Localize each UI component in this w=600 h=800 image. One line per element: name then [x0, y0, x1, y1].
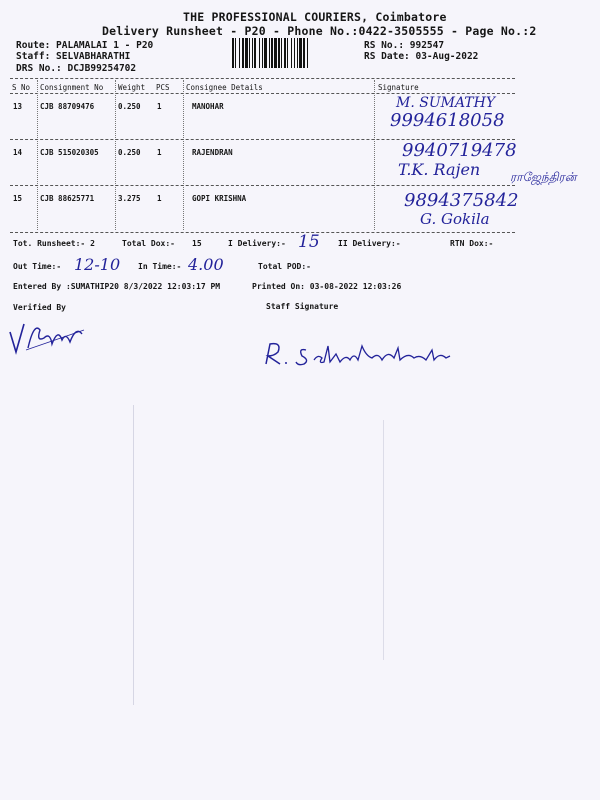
- handwritten-signature: M. SUMATHY: [396, 95, 496, 111]
- total-dox-value: 15: [192, 239, 202, 248]
- rs-number: RS No.: 992547: [364, 40, 445, 51]
- staff: Staff: SELVABHARATHI: [16, 51, 131, 62]
- row-weight: 0.250: [118, 148, 141, 157]
- col-header-consignee: Consignee Details: [186, 83, 263, 92]
- staff-signature-image: [262, 338, 462, 370]
- row-pcs: 1: [157, 194, 162, 203]
- handwritten-phone: 9894375842: [404, 190, 519, 211]
- handwritten-signature: G. Gokila: [420, 210, 490, 228]
- verified-by-signature: [6, 318, 98, 358]
- in-time-value: 4.00: [188, 255, 224, 274]
- col-header-sno: S No: [12, 83, 31, 92]
- row-pcs: 1: [157, 102, 162, 111]
- i-delivery-label: I Delivery:-: [228, 239, 286, 248]
- row-pcs: 1: [157, 148, 162, 157]
- handwritten-signature: T.K. Rajen: [398, 160, 481, 179]
- col-header-weight: Weight: [118, 83, 146, 92]
- printed-on: Printed On: 03-08-2022 12:03:26: [252, 282, 402, 291]
- handwritten-tamil-signature: ராஜேந்திரன்: [510, 170, 577, 184]
- col-header-pcs: PCS: [156, 83, 170, 92]
- row-sno: 13: [13, 102, 23, 111]
- row-sno: 14: [13, 148, 23, 157]
- barcode-image: [232, 38, 356, 68]
- runsheet-subtitle: Delivery Runsheet - P20 - Phone No.:0422-3505555 - Page No.:2: [102, 24, 537, 38]
- column-line: [115, 80, 116, 230]
- handwritten-phone: 9994618058: [390, 110, 505, 131]
- column-line: [183, 80, 184, 230]
- in-time-label: In Time:-: [138, 262, 182, 271]
- divider: [10, 93, 515, 94]
- divider: [10, 185, 515, 186]
- column-line: [374, 80, 375, 230]
- tot-runsheet: Tot. Runsheet:- 2: [13, 239, 95, 248]
- row-weight: 0.250: [118, 102, 141, 111]
- row-weight: 3.275: [118, 194, 141, 203]
- entered-by: Entered By :SUMATHIP20 8/3/2022 12:03:17 PM: [13, 282, 221, 291]
- col-header-consignment: Consignment No: [40, 83, 104, 92]
- i-delivery-value: 15: [298, 232, 320, 252]
- rs-date: RS Date: 03-Aug-2022: [364, 51, 479, 62]
- row-consignment: CJB 88625771: [40, 194, 95, 203]
- row-consignment: CJB 515020305: [40, 148, 99, 157]
- row-sno: 15: [13, 194, 23, 203]
- verified-by-label: Verified By: [13, 303, 66, 312]
- out-time-label: Out Time:-: [13, 262, 62, 271]
- column-line: [37, 80, 38, 230]
- handwritten-phone: 9940719478: [402, 140, 517, 161]
- route: Route: PALAMALAI 1 - P20: [16, 40, 154, 51]
- row-consignee: MANOHAR: [192, 102, 224, 111]
- company-title: THE PROFESSIONAL COURIERS, Coimbatore: [183, 10, 447, 24]
- total-pod-label: Total POD:-: [258, 262, 311, 271]
- staff-signature-label: Staff Signature: [266, 302, 339, 311]
- ii-delivery-label: II Delivery:-: [338, 239, 401, 248]
- scan-artifact: [133, 405, 134, 705]
- out-time-value: 12-10: [74, 255, 121, 274]
- rtn-dox-label: RTN Dox:-: [450, 239, 494, 248]
- col-header-signature: Signature: [378, 83, 419, 92]
- divider: [10, 78, 515, 79]
- row-consignee: RAJENDRAN: [192, 148, 233, 157]
- scan-artifact: [383, 420, 384, 660]
- divider: [10, 232, 515, 233]
- row-consignment: CJB 88709476: [40, 102, 95, 111]
- row-consignee: GOPI KRISHNA: [192, 194, 247, 203]
- total-dox-label: Total Dox:-: [122, 239, 175, 248]
- drs-number: DRS No.: DCJB99254702: [16, 63, 137, 74]
